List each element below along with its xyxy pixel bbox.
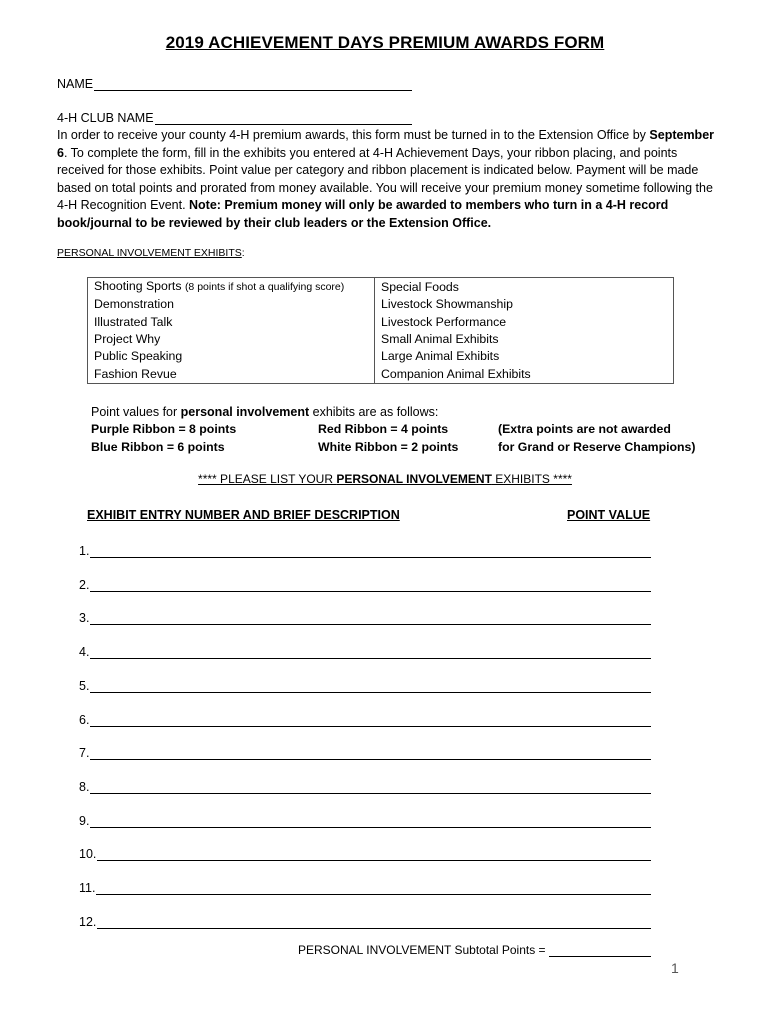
entry-number: 4. [79,645,90,660]
section-heading-text: PERSONAL INVOLVEMENT EXHIBITS [57,247,242,259]
entry-input-line[interactable] [90,780,651,794]
entry-number: 9. [79,813,90,828]
section-heading [57,247,245,259]
entry-number: 2. [79,577,90,592]
entry-input-line[interactable] [90,544,651,558]
category-cell-left [88,296,375,313]
section-heading-colon: : [241,247,245,259]
exhibit-entry-row[interactable] [79,913,651,929]
entry-number: 8. [79,779,90,794]
purple-ribbon-points: Purple Ribbon = 8 points [91,422,237,436]
entry-input-line[interactable] [90,578,651,592]
form-title: 2019 ACHIEVEMENT DAYS PREMIUM AWARDS FORM [165,33,605,52]
category-row [88,278,674,297]
entry-input-line[interactable] [90,814,651,828]
exhibit-entry-row[interactable] [79,542,651,558]
entry-input-line[interactable] [97,915,651,929]
category-cell-right: Companion Animal Exhibits [375,366,674,384]
entry-number: 7. [79,746,90,761]
point-values-intro [91,405,438,419]
description-column-header [87,508,531,522]
category-row [88,366,674,384]
instructions-text-2: . To complete the form, fill in the exhibits you entered at 4-H Achievement Days, your ribbon placing, and points received for those exhibits. Point value per category and ribbon placement is indicated below. Payment will be made based on total points and prorated from money available. You will receive your premium money sometime following the 4-H Recognition Event. [57,145,713,213]
entry-input-line[interactable] [90,645,651,659]
entry-number: 5. [79,678,90,693]
exhibit-entry-row[interactable] [79,711,651,727]
category-cell-right: Small Animal Exhibits [375,331,674,348]
deadline-date: September 6 [57,128,715,160]
category-cell-right: Special Foods [375,278,674,297]
description-column-label: EXHIBIT ENTRY NUMBER AND BRIEF DESCRIPTION [87,508,400,522]
category-note: (8 points if shot a qualifying score) [184,281,345,293]
red-ribbon-points: Red Ribbon = 4 points [318,422,449,436]
category-label: Demonstration [94,297,174,312]
category-label: Project Why [94,331,161,346]
category-row [88,313,674,330]
extra-points-note-1: (Extra points are not awarded [498,422,671,436]
club-name-input-line[interactable] [155,112,412,125]
category-row [88,331,674,348]
list-exhibits-banner [0,472,770,486]
exhibit-entry-row[interactable] [79,677,651,693]
club-name-field[interactable] [57,111,412,125]
entry-number: 10. [79,847,97,862]
entry-number: 11. [79,881,96,895]
list-banner-b: PERSONAL INVOLVEMENT [336,472,492,486]
category-row [88,296,674,313]
exhibit-categories-table [87,277,674,384]
premium-note: Note: Premium money will only be awarded to members who turn in a 4-H record book/journal to be reviewed by their club leaders or the Extension Office. [57,198,669,230]
exhibit-entry-row[interactable] [79,744,651,760]
exhibit-entry-row[interactable] [79,778,651,794]
extra-points-note-2: for Grand or Reserve Champions) [498,440,696,454]
category-label: Shooting Sports [94,279,182,293]
exhibit-entry-row[interactable] [79,643,651,659]
entry-number: 12. [79,914,97,929]
subtotal-field[interactable] [298,943,651,957]
list-banner-a: **** PLEASE LIST YOUR [198,472,337,486]
entry-input-line[interactable] [97,847,651,861]
category-label: Illustrated Talk [94,314,173,329]
category-cell-left [88,331,375,348]
exhibit-entry-row[interactable] [79,879,651,895]
category-cell-left [88,278,375,297]
entry-input-line[interactable] [90,746,651,760]
name-input-line[interactable] [94,78,412,91]
entry-input-line[interactable] [90,713,651,727]
blue-ribbon-points: Blue Ribbon = 6 points [91,440,225,454]
category-row [88,348,674,365]
category-cell-right: Livestock Performance [375,313,674,330]
point-values-intro-a: Point values for [91,405,181,419]
entry-number: 6. [79,712,90,727]
point-value-column-header: POINT VALUE [567,508,651,522]
exhibit-entry-row[interactable] [79,845,651,861]
page-number: 1 [671,960,679,976]
entry-number: 3. [79,611,90,626]
exhibit-entry-row[interactable] [79,812,651,828]
instructions-text: In order to receive your county 4-H premium awards, this form must be turned in to the Extension Office by [57,128,650,142]
entry-number: 1. [79,544,90,558]
subtotal-label: PERSONAL INVOLVEMENT Subtotal Points = [298,943,546,957]
exhibit-entry-row[interactable] [79,609,651,625]
category-cell-right: Large Animal Exhibits [375,348,674,365]
white-ribbon-points: White Ribbon = 2 points [318,440,459,454]
category-label: Public Speaking [94,349,183,364]
entry-input-line[interactable] [90,611,651,625]
name-field[interactable] [57,77,412,91]
list-banner-c: EXHIBITS **** [491,472,572,486]
entry-input-line[interactable] [90,679,651,693]
exhibit-entry-row[interactable] [79,576,651,592]
category-label: Fashion Revue [94,366,177,381]
instructions-paragraph [57,127,727,233]
category-cell-left [88,366,375,384]
category-cell-left [88,348,375,365]
point-values-intro-c: exhibits are as follows: [309,405,439,419]
club-name-label: 4-H CLUB NAME [57,111,154,125]
category-cell-right: Livestock Showmanship [375,296,674,313]
name-label: NAME [57,77,94,91]
subtotal-input-line[interactable] [549,944,651,957]
point-values-intro-b: personal involvement [180,405,310,419]
entry-input-line[interactable] [96,881,651,895]
category-cell-left [88,313,375,330]
